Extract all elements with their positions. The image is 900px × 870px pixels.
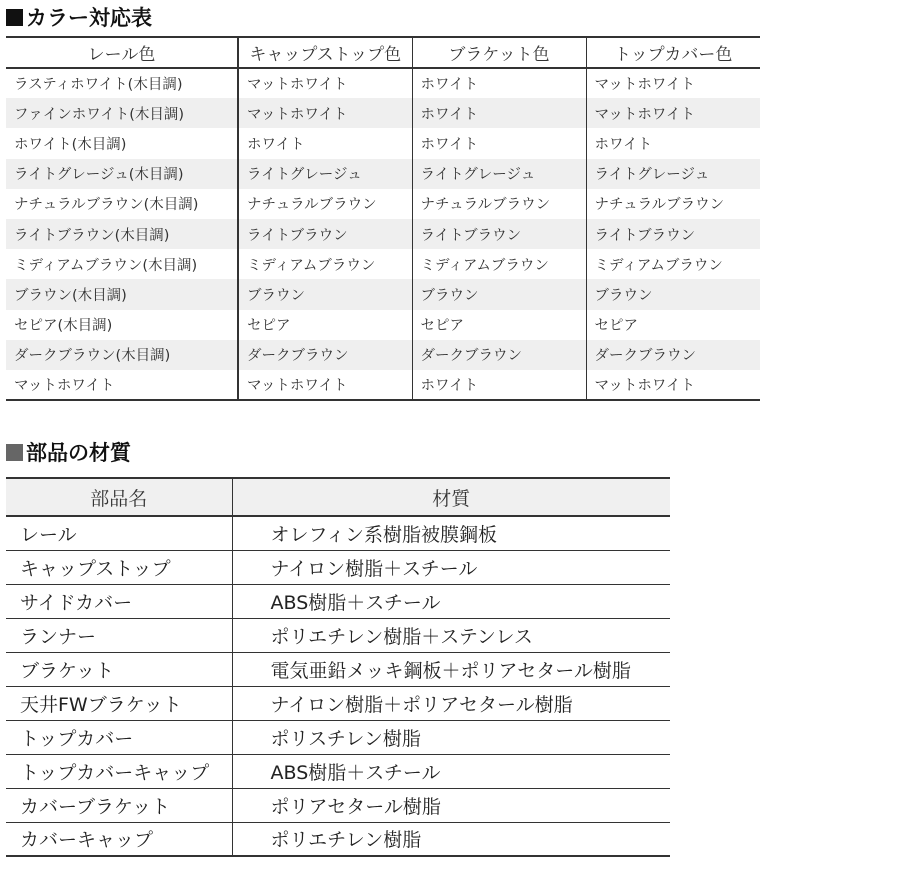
parts-table-row: [6, 516, 670, 550]
cap-stop-color-cell: マットホワイト: [238, 98, 412, 128]
bracket-color-cell: ブラウン: [412, 279, 586, 309]
parts-table-row: [6, 686, 670, 720]
bracket-color-cell: ホワイト: [412, 370, 586, 400]
part-name-cell: 天井FWブラケット: [6, 686, 232, 720]
part-material-cell: ポリスチレン樹脂: [232, 720, 670, 754]
cap-stop-color-cell: ダークブラウン: [238, 340, 412, 370]
header-rail-color: レール色: [6, 37, 238, 68]
color-section-title-text: カラー対応表: [26, 6, 152, 30]
top-cover-color-cell: マットホワイト: [586, 370, 760, 400]
cap-stop-color-cell: マットホワイト: [238, 370, 412, 400]
bracket-color-cell: ライトブラウン: [412, 219, 586, 249]
header-material: 材質: [232, 478, 670, 516]
top-cover-color-cell: ブラウン: [586, 279, 760, 309]
parts-section-title: [6, 438, 131, 466]
color-table-header-row: [6, 37, 760, 68]
bracket-color-cell: ナチュラルブラウン: [412, 189, 586, 219]
cap-stop-color-cell: ミディアムブラウン: [238, 249, 412, 279]
part-material-cell: オレフィン系樹脂被膜鋼板: [232, 516, 670, 550]
parts-material-table: [6, 477, 670, 857]
rail-color-cell: マットホワイト: [6, 370, 238, 400]
top-cover-color-cell: ホワイト: [586, 128, 760, 158]
part-name-cell: レール: [6, 516, 232, 550]
rail-color-cell: ナチュラルブラウン(木目調): [14, 197, 199, 214]
top-cover-color-cell: ナチュラルブラウン: [586, 189, 760, 219]
bracket-color-cell: ホワイト: [412, 98, 586, 128]
rail-color-cell: ライトブラウン(木目調): [6, 219, 238, 249]
parts-table-row: [6, 584, 670, 618]
cap-stop-color-cell: ナチュラルブラウン: [238, 189, 412, 219]
color-table-row: [6, 68, 760, 98]
part-material-cell: ポリアセタール樹脂: [232, 788, 670, 822]
rail-color-cell: ミディアムブラウン(木目調): [14, 257, 198, 274]
cap-stop-color-cell: ライトグレージュ: [238, 159, 412, 189]
bracket-color-cell: ミディアムブラウン: [412, 249, 586, 279]
parts-table-row: [6, 652, 670, 686]
parts-table-row: [6, 720, 670, 754]
rail-color-cell: ライトグレージュ(木目調): [6, 159, 238, 189]
part-material-cell: ポリエチレン樹脂＋ステンレス: [232, 618, 670, 652]
part-material-cell: ナイロン樹脂＋スチール: [232, 550, 670, 584]
part-name-cell: キャップストップ: [6, 550, 232, 584]
parts-table-row: [6, 788, 670, 822]
rail-color-cell: ラスティホワイト(木目調): [14, 77, 183, 94]
color-table-row: [6, 310, 760, 340]
gray-square-icon: [6, 444, 23, 461]
cap-stop-color-cell: ライトブラウン: [238, 219, 412, 249]
part-name-cell: トップカバー: [6, 720, 232, 754]
bracket-color-cell: ライトグレージュ: [412, 159, 586, 189]
color-table-row: [6, 128, 760, 158]
top-cover-color-cell: ライトブラウン: [586, 219, 760, 249]
bracket-color-cell: ホワイト: [412, 128, 586, 158]
color-table-row: [6, 370, 760, 400]
top-cover-color-cell: ライトグレージュ: [586, 159, 760, 189]
part-material-cell: ABS樹脂＋スチール: [232, 584, 670, 618]
part-material-cell: ABS樹脂＋スチール: [232, 754, 670, 788]
header-bracket-color: ブラケット色: [412, 37, 586, 68]
color-table-row: [6, 159, 760, 189]
header-cap-stop-color: キャップストップ色: [238, 37, 412, 68]
color-table-row: [6, 279, 760, 309]
top-cover-color-cell: ダークブラウン: [586, 340, 760, 370]
color-table-row: [6, 340, 760, 370]
part-name-cell: カバーキャップ: [6, 822, 232, 856]
rail-color-cell: ホワイト(木目調): [14, 136, 127, 153]
color-table-row: [6, 219, 760, 249]
parts-table-row: [6, 550, 670, 584]
part-material-cell: ナイロン樹脂＋ポリアセタール樹脂: [232, 686, 670, 720]
color-table-row: [6, 249, 760, 279]
bracket-color-cell: セピア: [412, 310, 586, 340]
part-name-cell: サイドカバー: [6, 584, 232, 618]
parts-section-title-text: 部品の材質: [26, 441, 131, 465]
color-table-row: [6, 189, 760, 219]
top-cover-color-cell: マットホワイト: [586, 98, 760, 128]
part-name-cell: トップカバーキャップ: [6, 754, 232, 788]
part-material-cell: ポリエチレン樹脂: [232, 822, 670, 856]
header-part-name: 部品名: [6, 478, 232, 516]
parts-table-header-row: [6, 478, 670, 516]
color-table-row: [6, 98, 760, 128]
header-top-cover-color: トップカバー色: [586, 37, 760, 68]
parts-table-row: [6, 822, 670, 856]
parts-table-row: [6, 618, 670, 652]
black-square-icon: [6, 9, 23, 26]
bracket-color-cell: ホワイト: [412, 68, 586, 98]
color-correspondence-table: [6, 36, 760, 401]
cap-stop-color-cell: マットホワイト: [238, 68, 412, 98]
rail-color-cell: セピア(木目調): [14, 318, 113, 335]
part-name-cell: カバーブラケット: [6, 788, 232, 822]
top-cover-color-cell: ミディアムブラウン: [586, 249, 760, 279]
part-name-cell: ブラケット: [6, 652, 232, 686]
cap-stop-color-cell: ブラウン: [238, 279, 412, 309]
rail-color-cell: ダークブラウン(木目調): [6, 340, 238, 370]
parts-table-row: [6, 754, 670, 788]
bracket-color-cell: ダークブラウン: [412, 340, 586, 370]
part-name-cell: ランナー: [6, 618, 232, 652]
top-cover-color-cell: セピア: [586, 310, 760, 340]
cap-stop-color-cell: ホワイト: [238, 128, 412, 158]
color-section-title: [6, 4, 152, 30]
cap-stop-color-cell: セピア: [238, 310, 412, 340]
rail-color-cell: ファインホワイト(木目調): [6, 98, 238, 128]
top-cover-color-cell: マットホワイト: [586, 68, 760, 98]
part-material-cell: 電気亜鉛メッキ鋼板＋ポリアセタール樹脂: [232, 652, 670, 686]
rail-color-cell: ブラウン(木目調): [6, 279, 238, 309]
